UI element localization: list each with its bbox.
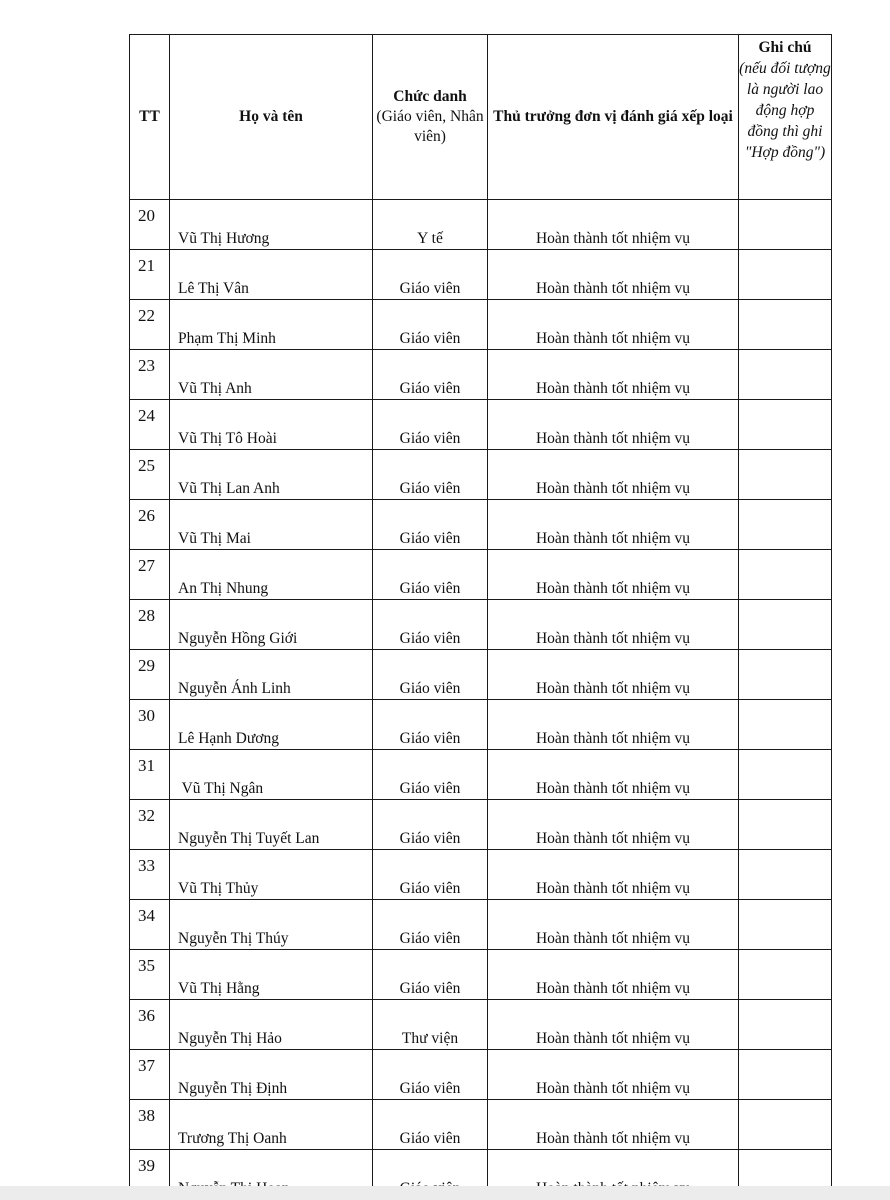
- staff-name: Nguyễn Thị Định: [170, 1050, 373, 1100]
- row-number: 34: [130, 900, 170, 950]
- note-cell: [739, 850, 832, 900]
- table-row: [130, 1050, 832, 1100]
- row-number: 25: [130, 450, 170, 500]
- row-number: 22: [130, 300, 170, 350]
- header-eval: Thủ trưởng đơn vị đánh giá xếp loại: [488, 35, 739, 200]
- note-cell: [739, 300, 832, 350]
- evaluation-result: Hoàn thành tốt nhiệm vụ: [488, 950, 739, 1000]
- evaluation-result: Hoàn thành tốt nhiệm vụ: [488, 600, 739, 650]
- staff-role: Giáo viên: [373, 1050, 488, 1100]
- staff-role: Y tế: [373, 200, 488, 250]
- staff-evaluation-table: [129, 34, 832, 1200]
- staff-name: Vũ Thị Mai: [170, 500, 373, 550]
- table-row: [130, 350, 832, 400]
- evaluation-result: Hoàn thành tốt nhiệm vụ: [488, 450, 739, 500]
- table-row: [130, 400, 832, 450]
- note-cell: [739, 200, 832, 250]
- row-number: 28: [130, 600, 170, 650]
- header-role-title: Chức danh: [393, 88, 467, 105]
- note-cell: [739, 900, 832, 950]
- row-number: 21: [130, 250, 170, 300]
- evaluation-result: Hoàn thành tốt nhiệm vụ: [488, 650, 739, 700]
- evaluation-result: Hoàn thành tốt nhiệm vụ: [488, 500, 739, 550]
- evaluation-result: Hoàn thành tốt nhiệm vụ: [488, 400, 739, 450]
- row-number: 29: [130, 650, 170, 700]
- row-number: 23: [130, 350, 170, 400]
- staff-name: Vũ Thị Thủy: [170, 850, 373, 900]
- note-cell: [739, 650, 832, 700]
- staff-name: Vũ Thị Anh: [170, 350, 373, 400]
- staff-role: Giáo viên: [373, 900, 488, 950]
- note-cell: [739, 550, 832, 600]
- staff-name: Nguyễn Ánh Linh: [170, 650, 373, 700]
- table-row: [130, 800, 832, 850]
- staff-role: Thư viện: [373, 1000, 488, 1050]
- row-number: 26: [130, 500, 170, 550]
- staff-name: An Thị Nhung: [170, 550, 373, 600]
- staff-role: Giáo viên: [373, 1100, 488, 1150]
- evaluation-result: Hoàn thành tốt nhiệm vụ: [488, 1000, 739, 1050]
- staff-name: Nguyễn Thị Tuyết Lan: [170, 800, 373, 850]
- header-name: Họ và tên: [170, 35, 373, 200]
- staff-name: Nguyễn Thị Hảo: [170, 1000, 373, 1050]
- row-number: 39: [130, 1150, 170, 1200]
- evaluation-result: Hoàn thành tốt nhiệm vụ: [488, 350, 739, 400]
- row-number: 20: [130, 200, 170, 250]
- evaluation-result: Hoàn thành tốt nhiệm vụ: [488, 1100, 739, 1150]
- evaluation-result: Hoàn thành tốt nhiệm vụ: [488, 850, 739, 900]
- note-cell: [739, 450, 832, 500]
- row-number: 24: [130, 400, 170, 450]
- table-row: [130, 550, 832, 600]
- note-cell: [739, 750, 832, 800]
- note-cell: [739, 1000, 832, 1050]
- header-note-title: Ghi chú: [758, 39, 812, 56]
- row-number: 35: [130, 950, 170, 1000]
- staff-role: Giáo viên: [373, 850, 488, 900]
- note-cell: [739, 1100, 832, 1150]
- note-cell: [739, 700, 832, 750]
- row-number: 32: [130, 800, 170, 850]
- note-cell: [739, 350, 832, 400]
- table-row: [130, 850, 832, 900]
- row-number: 30: [130, 700, 170, 750]
- table-row: [130, 1100, 832, 1150]
- staff-role: Giáo viên: [373, 650, 488, 700]
- evaluation-result: Hoàn thành tốt nhiệm vụ: [488, 550, 739, 600]
- table-row: [130, 500, 832, 550]
- note-cell: [739, 800, 832, 850]
- table-row: [130, 200, 832, 250]
- row-number: 38: [130, 1100, 170, 1150]
- evaluation-result: Hoàn thành tốt nhiệm vụ: [488, 1050, 739, 1100]
- staff-role: Giáo viên: [373, 350, 488, 400]
- evaluation-result: Hoàn thành tốt nhiệm vụ: [488, 700, 739, 750]
- note-cell: [739, 1050, 832, 1100]
- staff-name: Phạm Thị Minh: [170, 300, 373, 350]
- row-number: 36: [130, 1000, 170, 1050]
- table-row: [130, 900, 832, 950]
- header-note: [739, 35, 832, 200]
- staff-name: Nguyễn Hồng Giới: [170, 600, 373, 650]
- row-number: 37: [130, 1050, 170, 1100]
- bottom-margin: [0, 1186, 890, 1200]
- staff-name: Vũ Thị Ngân: [170, 750, 373, 800]
- table-body: [130, 200, 832, 1200]
- header-note-sub: (nếu đối tượng là người lao động hợp đồng thì ghi "Hợp đồng"): [739, 60, 831, 161]
- evaluation-result: Hoàn thành tốt nhiệm vụ: [488, 750, 739, 800]
- table-row: [130, 250, 832, 300]
- table-row: [130, 1000, 832, 1050]
- evaluation-result: Hoàn thành tốt nhiệm vụ: [488, 300, 739, 350]
- evaluation-result: Hoàn thành tốt nhiệm vụ: [488, 250, 739, 300]
- note-cell: [739, 950, 832, 1000]
- staff-role: Giáo viên: [373, 700, 488, 750]
- header-role-sub: (Giáo viên, Nhân viên): [376, 108, 484, 145]
- table-row: [130, 750, 832, 800]
- staff-role: Giáo viên: [373, 450, 488, 500]
- row-number: 31: [130, 750, 170, 800]
- table-row: [130, 300, 832, 350]
- note-cell: [739, 400, 832, 450]
- staff-role: Giáo viên: [373, 950, 488, 1000]
- evaluation-result: Hoàn thành tốt nhiệm vụ: [488, 800, 739, 850]
- evaluation-result: Hoàn thành tốt nhiệm vụ: [488, 900, 739, 950]
- header-tt: TT: [130, 35, 170, 200]
- staff-name: Vũ Thị Tô Hoài: [170, 400, 373, 450]
- staff-role: Giáo viên: [373, 250, 488, 300]
- staff-role: Giáo viên: [373, 600, 488, 650]
- staff-name: Nguyễn Thị Thúy: [170, 900, 373, 950]
- note-cell: [739, 500, 832, 550]
- row-number: 27: [130, 550, 170, 600]
- staff-name: Vũ Thị Lan Anh: [170, 450, 373, 500]
- table-row: [130, 650, 832, 700]
- table-row: [130, 450, 832, 500]
- staff-name: Lê Thị Vân: [170, 250, 373, 300]
- table-header: [130, 35, 832, 200]
- staff-name: Vũ Thị Hương: [170, 200, 373, 250]
- table-row: [130, 700, 832, 750]
- staff-role: Giáo viên: [373, 300, 488, 350]
- staff-name: Lê Hạnh Dương: [170, 700, 373, 750]
- staff-role: Giáo viên: [373, 800, 488, 850]
- note-cell: [739, 250, 832, 300]
- table-row: [130, 600, 832, 650]
- table-row: [130, 950, 832, 1000]
- staff-role: Giáo viên: [373, 500, 488, 550]
- note-cell: [739, 600, 832, 650]
- staff-name: Trương Thị Oanh: [170, 1100, 373, 1150]
- evaluation-result: Hoàn thành tốt nhiệm vụ: [488, 200, 739, 250]
- row-number: 33: [130, 850, 170, 900]
- staff-role: Giáo viên: [373, 400, 488, 450]
- staff-role: Giáo viên: [373, 550, 488, 600]
- staff-role: Giáo viên: [373, 750, 488, 800]
- header-role: [373, 35, 488, 200]
- staff-name: Vũ Thị Hằng: [170, 950, 373, 1000]
